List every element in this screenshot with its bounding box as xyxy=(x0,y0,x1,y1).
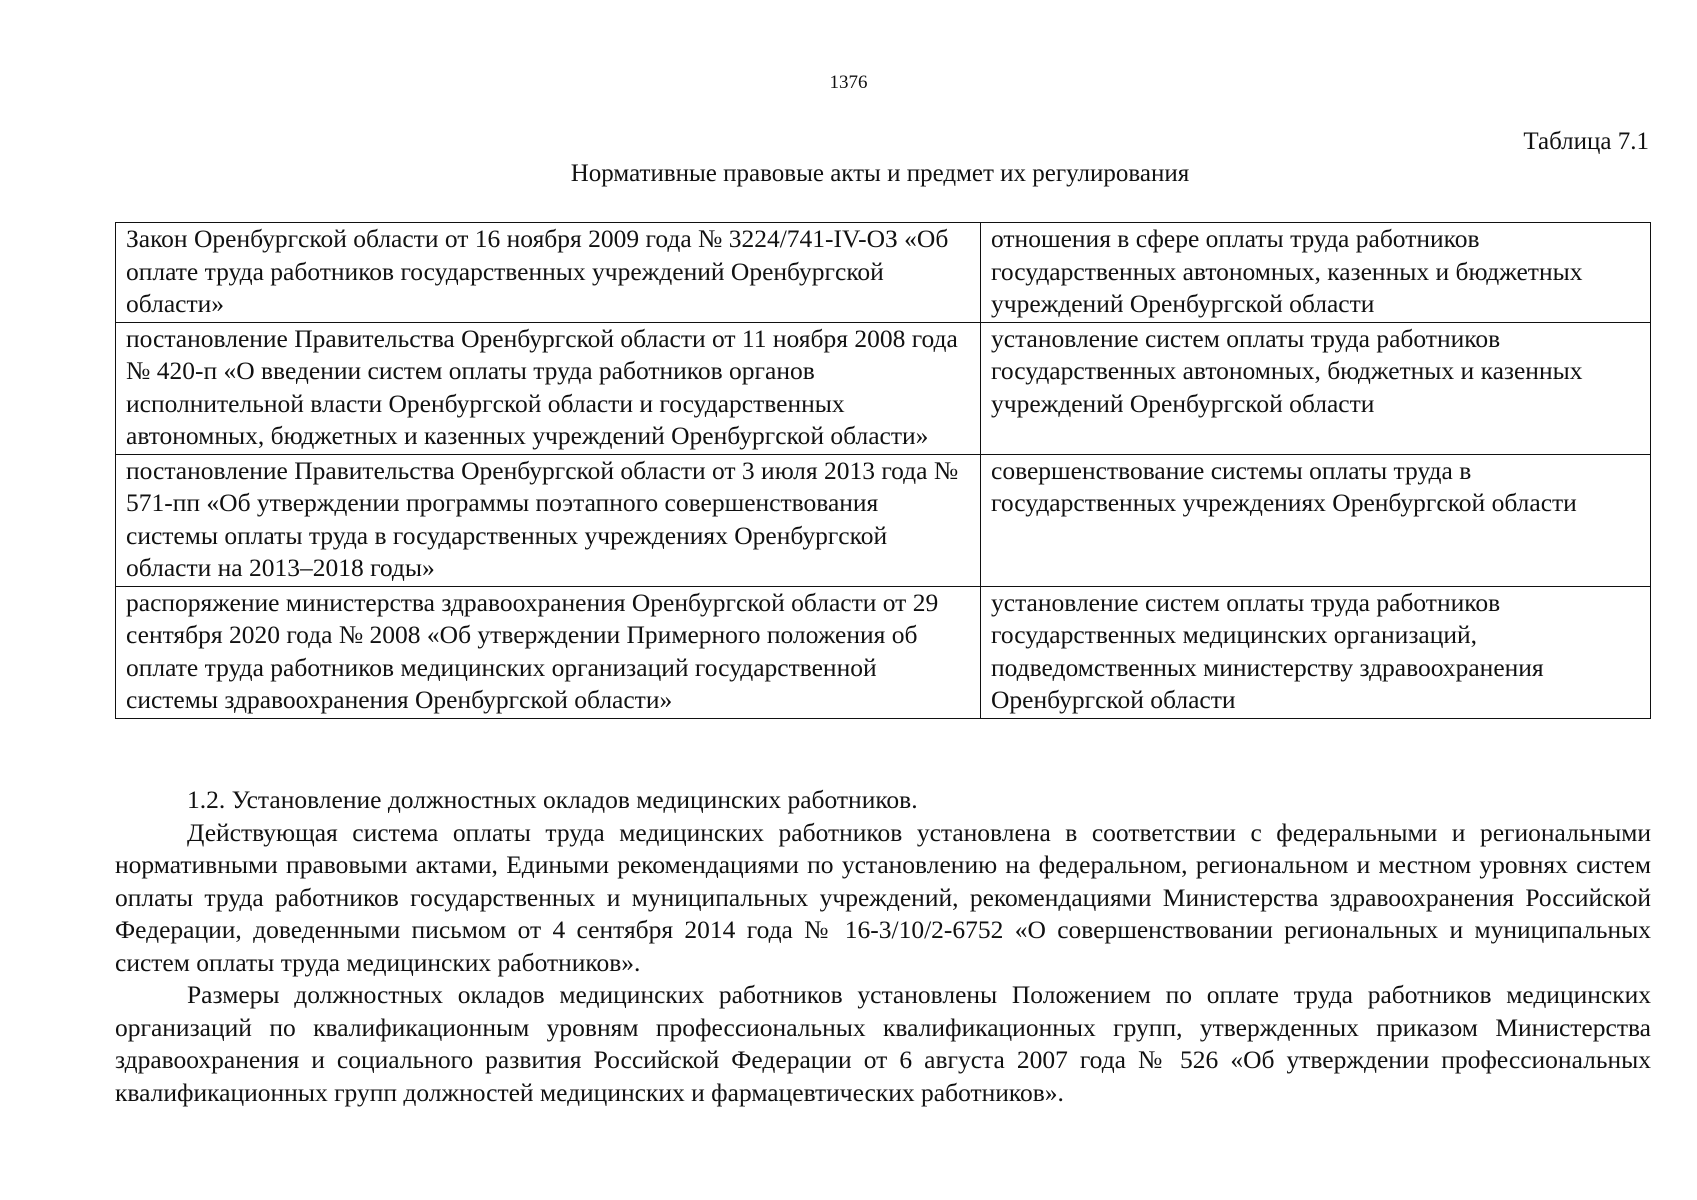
subject-cell: отношения в сфере оплаты труда работников государственных автономных, казенных и бюджетных учреждений Оренбургской области xyxy=(981,223,1651,323)
legal-acts-table xyxy=(115,222,1651,719)
paragraph: Размеры должностных окладов медицинских работников установлены Положением по оплате труда работников медицинских организаций по квалификационным уровням профессиональных квалификационных групп, утвержденных приказом Министерства здравоохранения и социального развития Российской Федерации от 6 августа 2007 года № 526 «Об утверждении профессиональных квалификационных групп должностей медицинских и фармацевтических работников». xyxy=(115,980,1651,1107)
page-number: 1376 xyxy=(829,72,868,93)
act-cell: постановление Правительства Оренбургской области от 3 июля 2013 года № 571-пп «Об утверждении программы поэтапного совершенствования системы оплаты труда в государственных учреждениях Оренбургской области на 2013–2018 годы» xyxy=(116,454,981,586)
subject-cell: совершенствование системы оплаты труда в государственных учреждениях Оренбургской области xyxy=(981,454,1651,586)
section-heading: 1.2. Установление должностных окладов медицинских работников. xyxy=(187,785,918,814)
act-cell: распоряжение министерства здравоохранения Оренбургской области от 29 сентября 2020 года № 2008 «Об утверждении Примерного положения об оплате труда работников медицинских организаций государственной системы здравоохранения Оренбургской области» xyxy=(116,586,981,718)
table-row xyxy=(116,586,1651,718)
act-cell: Закон Оренбургской области от 16 ноября 2009 года № 3224/741-IV-ОЗ «Об оплате труда работников государственных учреждений Оренбургской области» xyxy=(116,223,981,323)
body-text xyxy=(115,784,1651,1109)
table-row xyxy=(116,223,1651,323)
subject-cell: установление систем оплаты труда работников государственных медицинских организаций, подведомственных министерству здравоохранения Оренбургской области xyxy=(981,586,1651,718)
act-cell: постановление Правительства Оренбургской области от 11 ноября 2008 года № 420-п «О введении систем оплаты труда работников органов исполнительной власти Оренбургской области и государственных автономных, бюджетных и казенных учреждений Оренбургской области» xyxy=(116,322,981,454)
paragraph: Действующая система оплаты труда медицинских работников установлена в соответствии с федеральными и региональными нормативными правовыми актами, Едиными рекомендациями по установлению на федеральном, региональном и местном уровнях систем оплаты труда работников государственных и муниципальных учреждений, рекомендациями Министерства здравоохранения Российской Федерации, доведенными письмом от 4 сентября 2014 года № 16-3/10/2-6752 «О совершенствовании региональных и муниципальных систем оплаты труда медицинских работников». xyxy=(115,817,1651,977)
table-title: Нормативные правовые акты и предмет их регулирования xyxy=(570,160,1190,187)
subject-cell: установление систем оплаты труда работников государственных автономных, бюджетных и казенных учреждений Оренбургской области xyxy=(981,322,1651,454)
table-label: Таблица 7.1 xyxy=(1523,128,1649,155)
table-row xyxy=(116,322,1651,454)
table-row xyxy=(116,454,1651,586)
